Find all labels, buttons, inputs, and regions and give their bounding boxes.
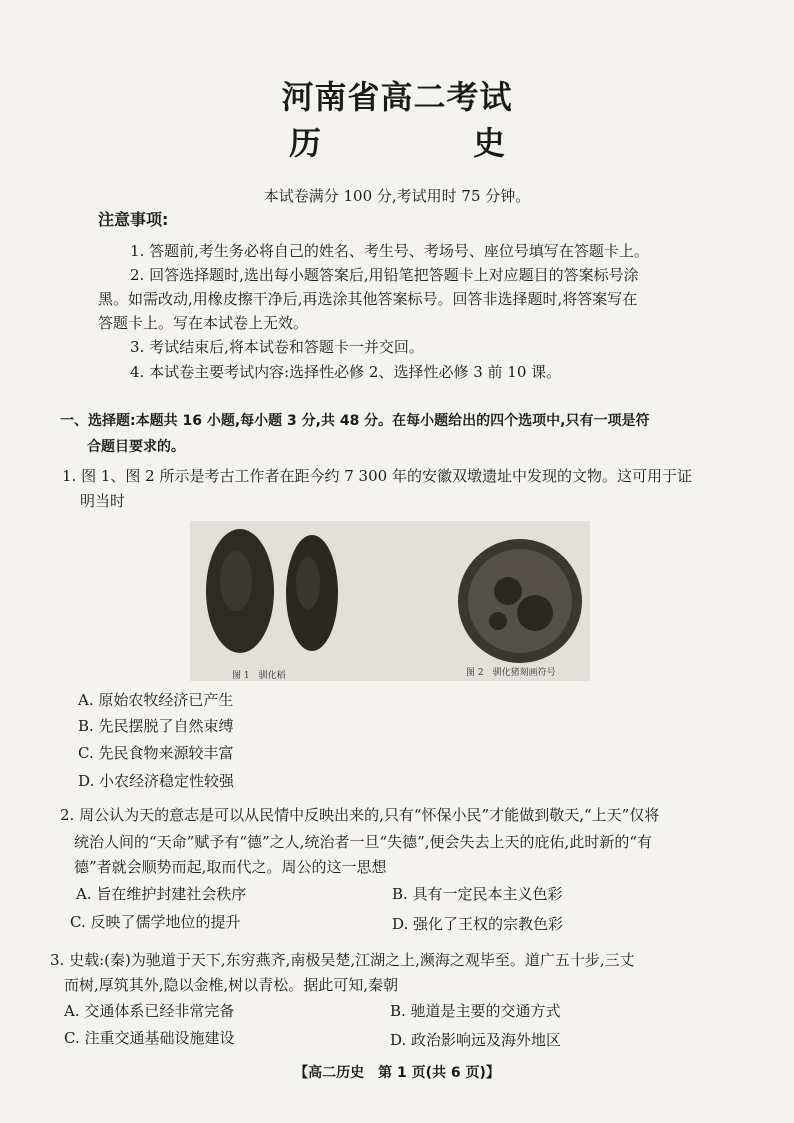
notice-line-2: 2. 回答选择题时,选出每小题答案后,用铅笔把答题卡上对应题目的答案标号涂	[130, 266, 639, 284]
figure2-caption: 图 2 驯化猪刻画符号	[466, 668, 556, 678]
q2-option-c: C. 反映了儒学地位的提升	[70, 913, 241, 931]
notice-line-4: 答题卡上。写在本试卷上无效。	[98, 314, 309, 332]
q1-option-d: D. 小农经济稳定性较强	[78, 772, 235, 790]
q3-option-d: D. 政治影响远及海外地区	[390, 1031, 562, 1049]
page-footer: 【高二历史 第 1 页(共 6 页)】	[294, 1065, 500, 1081]
q1-stem-line1: 1. 图 1、图 2 所示是考古工作者在距今约 7 300 年的安徽双墩遗址中发现的文物。这可用于证	[62, 467, 692, 485]
q2-option-d: D. 强化了王权的宗教色彩	[392, 915, 564, 933]
notice-line-5: 3. 考试结束后,将本试卷和答题卡一并交回。	[130, 338, 424, 356]
exam-info: 本试卷满分 100 分,考试用时 75 分钟。	[263, 187, 531, 205]
q3-stem-line2: 而树,厚筑其外,隐以金椎,树以青松。据此可知,秦朝	[64, 976, 399, 994]
subject-title: 历 史	[288, 124, 565, 162]
notice-heading: 注意事项:	[98, 210, 169, 229]
q2-stem-line1: 2. 周公认为天的意志是可以从民情中反映出来的,只有“怀保小民”才能做到敬天,“上天”仅将	[60, 806, 660, 824]
figure1-caption: 图 1 驯化稻	[232, 671, 286, 681]
q2-stem-line2: 统治人间的“天命”赋予有“德”之人,统治者一旦“失德”,便会失去上天的庇佑,此时新的“有	[74, 833, 652, 851]
notice-line-3: 黑。如需改动,用橡皮擦干净后,再选涂其他答案标号。回答非选择题时,将答案写在	[98, 290, 638, 308]
q3-option-a: A. 交通体系已经非常完备	[64, 1002, 235, 1020]
section-heading-line2: 合题目要求的。	[87, 439, 185, 455]
exam-title: 河南省高二考试	[281, 78, 513, 116]
notice-line-6: 4. 本试卷主要考试内容:选择性必修 2、选择性必修 3 前 10 课。	[130, 363, 562, 381]
q2-option-a: A. 旨在维护封建社会秩序	[76, 885, 247, 903]
figure-photo	[190, 521, 590, 681]
q3-option-c: C. 注重交通基础设施建设	[64, 1029, 235, 1047]
q1-stem-line2: 明当时	[80, 492, 126, 510]
notice-line-1: 1. 答题前,考生务必将自己的姓名、考生号、考场号、座位号填写在答题卡上。	[130, 242, 649, 260]
q1-option-b: B. 先民摆脱了自然束缚	[78, 717, 234, 735]
section-heading-line1: 一、选择题:本题共 16 小题,每小题 3 分,共 48 分。在每小题给出的四个选项中,只有一项是符	[60, 413, 650, 429]
q1-option-a: A. 原始农牧经济已产生	[78, 691, 234, 709]
q1-option-c: C. 先民食物来源较丰富	[78, 744, 234, 762]
q2-stem-line3: 德”者就会顺势而起,取而代之。周公的这一思想	[74, 858, 387, 876]
q1-figure	[190, 521, 590, 681]
q2-option-b: B. 具有一定民本主义色彩	[392, 885, 563, 903]
q3-option-b: B. 驰道是主要的交通方式	[390, 1002, 561, 1020]
q3-stem-line1: 3. 史载:(秦)为驰道于天下,东穷燕齐,南极吴楚,江湖之上,濒海之观毕至。道广五十步,三丈	[50, 951, 635, 969]
